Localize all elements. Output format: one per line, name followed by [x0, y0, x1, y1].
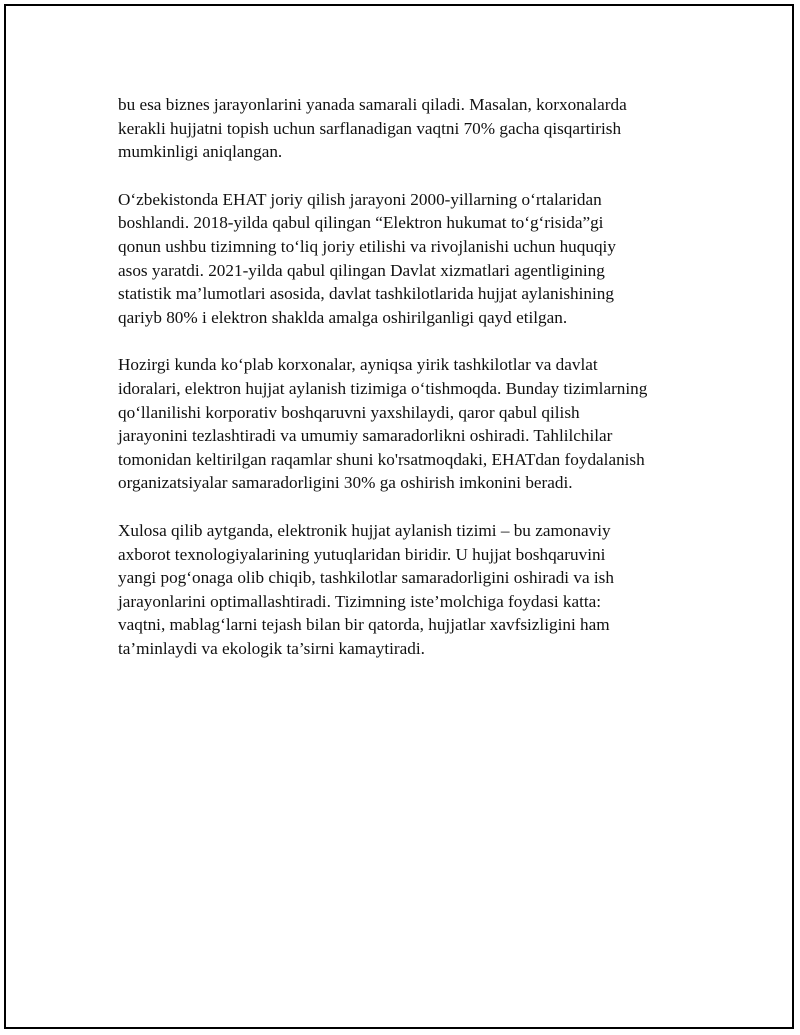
paragraph-efficiency: bu esa biznes jarayonlarini yanada samarali qiladi. Masalan, korxonalarda kerakli hujjatni topish uchun sarflanadigan vaqtni 70% gacha qisqartirish mumkinligi aniqlangan.: [118, 95, 627, 162]
paragraph-uzbekistan-history: O‘zbekistonda EHAT joriy qilish jarayoni 2000-yillarning o‘rtalaridan boshlandi. 2018-yilda qabul qilingan “Elektron hukumat to‘g‘risida”gi qonun ushbu tizimning to‘liq joriy etilishi va rivojlanishi uchun huquqiy asos yaratdi. 2021-yilda qabul qilingan Davlat xizmatlari agentligining statistik ma’lumotlari asosida, davlat tashkilotlarida hujjat aylanishining qariyb 80% i elektron shaklda amalga oshirilganligi qayd etilgan.: [118, 189, 616, 327]
document-body: [118, 93, 690, 684]
paragraph-conclusion: Xulosa qilib aytganda, elektronik hujjat aylanish tizimi – bu zamonaviy axborot texnologiyalarining yutuqlaridan biridir. U hujjat boshqaruvini yangi pog‘onaga olib chiqib, tashkilotlar samaradorligini oshiradi va ish jarayonlarini optimallashtiradi. Tizimning iste’molchiga foydasi katta: vaqtni, mablag‘larni tejash bilan bir qatorda, hujjatlar xavfsizligini ham ta’minlaydi va ekologik ta’sirni kamaytiradi.: [118, 520, 614, 658]
paragraph-current-adoption: Hozirgi kunda ko‘plab korxonalar, ayniqsa yirik tashkilotlar va davlat idoralari, elektron hujjat aylanish tizimiga o‘tishmoqda. Bunday tizimlarning qo‘llanilishi korporativ boshqaruvni yaxshilaydi, qaror qabul qilish jarayonini tezlashtiradi va umumiy samaradorlikni oshiradi. Tahlilchilar tomonidan keltirilgan raqamlar shuni ko'rsatmoqdaki, EHATdan foydalanish organizatsiyalar samaradorligini 30% ga oshirish imkonini beradi.: [118, 355, 648, 493]
